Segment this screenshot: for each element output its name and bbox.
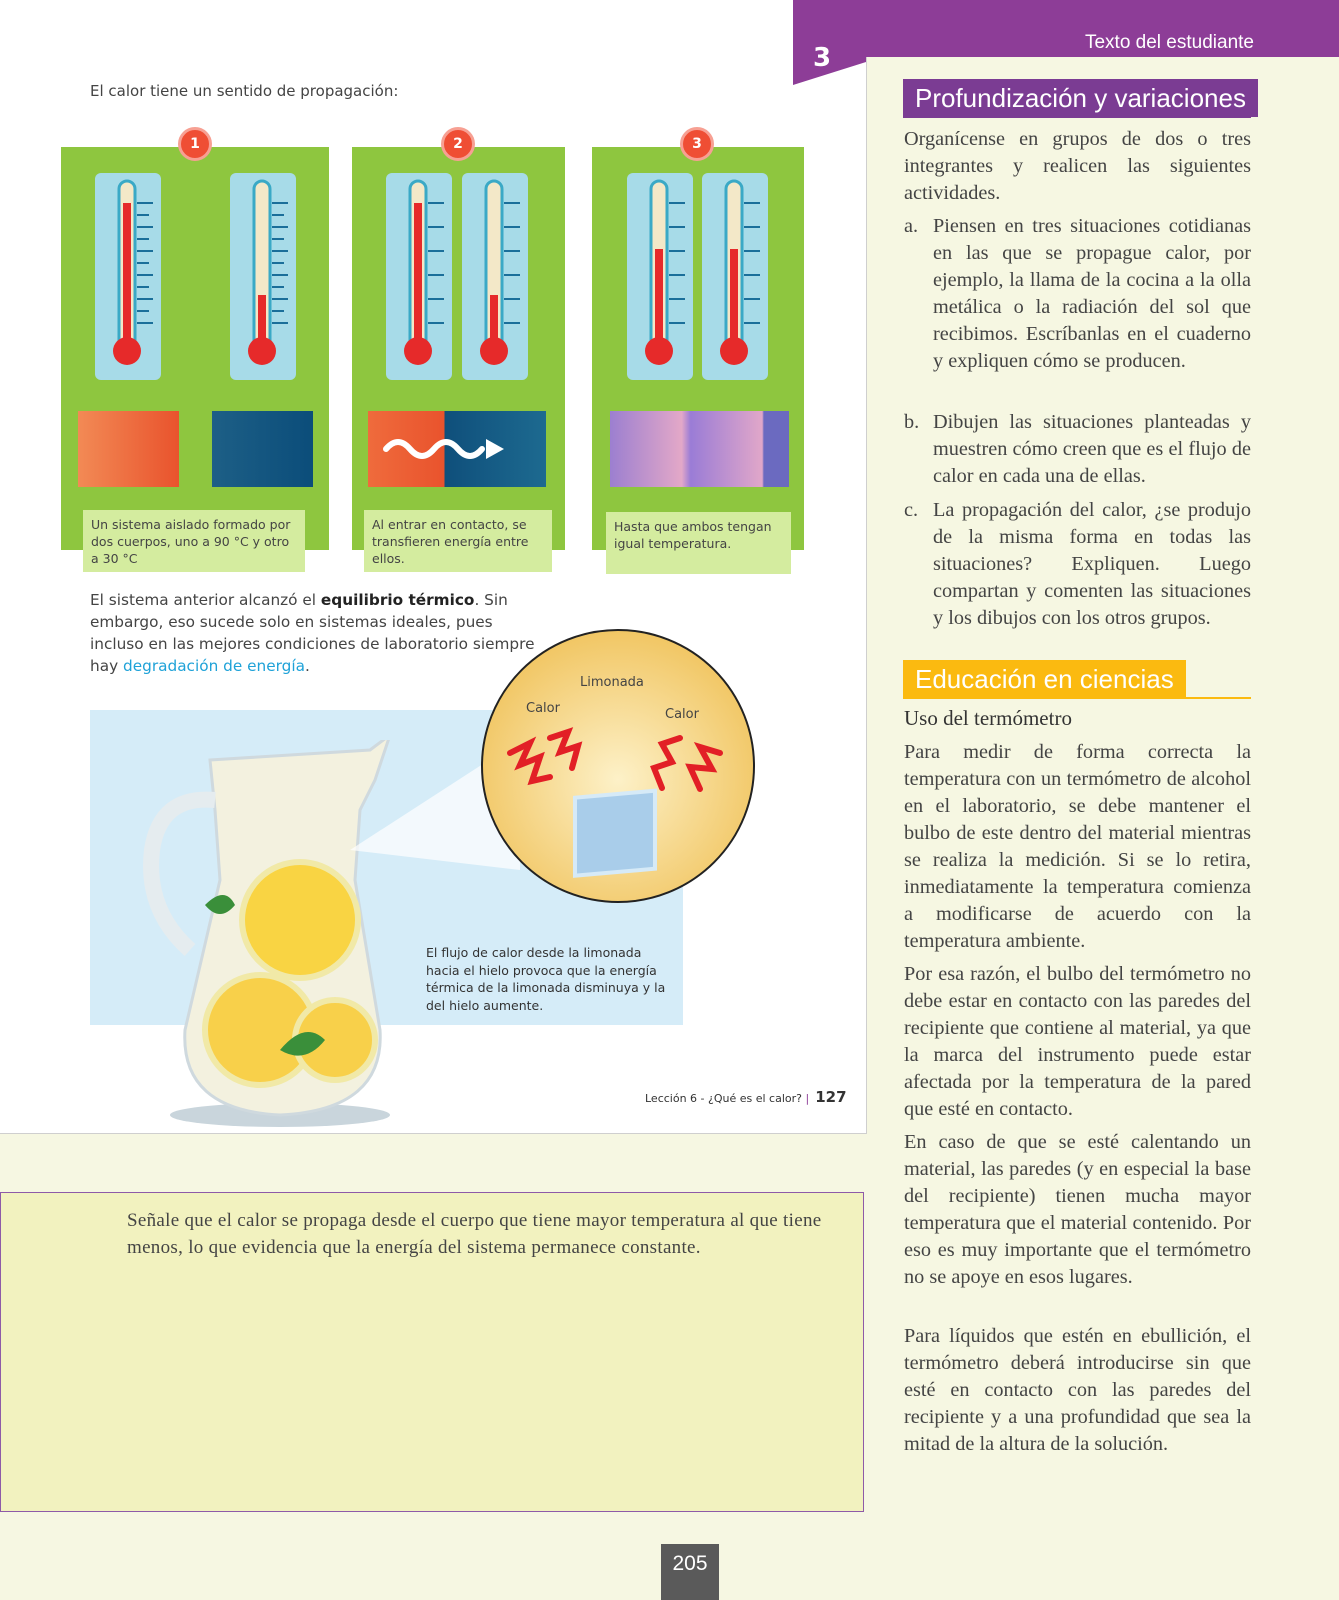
zoom-label-calor-left: Calor <box>526 701 560 716</box>
thermometer-hot <box>95 173 161 380</box>
zoom-circle <box>480 628 756 904</box>
thermometer-cold <box>230 173 296 380</box>
textbook-page <box>0 0 867 1134</box>
thermometer-equal-1 <box>627 173 693 380</box>
chapter-number: 3 <box>813 43 832 73</box>
section-title-profundizacion: Profundización y variaciones <box>903 79 1258 117</box>
zoom-label-calor-right: Calor <box>665 707 699 722</box>
activity-a: a. Piensen en tres situaciones cotidianas en las que se propague calor, por ejemplo, la llama de la cocina a la olla metálica o la radiación del sol que recibimos. Escríbanlas en el cuaderno y expliquen cómo se producen. <box>904 215 1251 372</box>
activity-b: b. Dibujen las situaciones planteadas y muestren cómo creen que es el flujo de calor en cada una de ellas. <box>904 411 1251 487</box>
section-underline-yellow <box>903 697 1251 699</box>
lesson-title: Lección 6 - ¿Qué es el calor? <box>645 1092 802 1105</box>
jug-caption: El flujo de calor desde la limonada hacia el hielo provoca que la energía térmica de la limonada disminuya y la del hielo aumente. <box>426 945 666 1013</box>
thermometer-hot-2 <box>386 173 452 380</box>
panel-3-badge: 3 <box>680 127 714 161</box>
thermometer-cold-2 <box>462 173 528 380</box>
equilibrium-term: equilibrio térmico <box>320 591 475 609</box>
page-number: 205 <box>661 1544 719 1600</box>
educacion-paragraph-4: Para líquidos que estén en ebullición, el termómetro deberá introducirse sin que esté en contacto con las paredes del recipiente y a una profundidad que sea la mitad de la altura de la solución. <box>904 1325 1251 1455</box>
panel-2-caption: Al entrar en contacto, se transfieren energía entre ellos. <box>364 510 552 572</box>
section-title-educacion: Educación en ciencias <box>903 660 1186 698</box>
thermometer-equal-2 <box>702 173 768 380</box>
panel-2 <box>352 147 565 550</box>
activity-c: c. La propagación del calor, ¿se produjo de la misma forma en todas las situaciones? Expliquen. Luego compartan y comenten las situaciones y los dibujos con los otros grupos. <box>904 499 1251 629</box>
educacion-paragraph-1: Para medir de forma correcta la temperatura con un termómetro de alcohol en el laboratorio, se debe mantener el bulbo de este dentro del material mientras se realiza la medición. Si se lo retira, inmediatamente la temperatura comienza a modificarse de acuerdo con la temperatura ambiente. <box>904 741 1251 952</box>
hot-block <box>78 411 179 487</box>
educacion-paragraph-3: En caso de que se esté calentando un material, las paredes (y en especial la base del recipiente) tienen mucha mayor temperatura que el material contenido. Por eso es muy importante que el termómetro no se apoye en esos lugares. <box>904 1131 1251 1288</box>
panel-2-badge: 2 <box>441 127 475 161</box>
chapter-tab <box>793 0 866 85</box>
header-title: Texto del estudiante <box>1084 32 1254 53</box>
header-bar <box>864 0 1339 57</box>
teacher-note: Señale que el calor se propaga desde el cuerpo que tiene mayor temperatura al que tiene menos, lo que evidencia que la energía del sistema permanece constante. <box>127 1210 822 1258</box>
section-underline <box>903 116 1251 118</box>
book-page-number: 127 <box>815 1088 847 1106</box>
panel-1-badge: 1 <box>178 127 212 161</box>
panel-3-caption: Hasta que ambos tengan igual temperatura. <box>606 512 791 574</box>
subsection-title: Uso del termómetro <box>904 706 1072 730</box>
contact-blocks <box>368 411 546 487</box>
intro-text: El calor tiene un sentido de propagación: <box>90 82 399 100</box>
panel-1-caption: Un sistema aislado formado por dos cuerpos, uno a 90 °C y otro a 30 °C <box>83 510 305 572</box>
profundizacion-intro: Organícense en grupos de dos o tres integrantes y realicen las siguientes actividades. <box>904 128 1251 204</box>
energy-degradation-link[interactable]: degradación de energía <box>122 657 305 675</box>
zoom-label-limonada: Limonada <box>580 675 644 690</box>
heat-flow-arrow-icon <box>368 411 546 487</box>
book-footer: Lección 6 - ¿Qué es el calor? | 127 <box>645 1088 847 1106</box>
educacion-paragraph-2: Por esa razón, el bulbo del termómetro no debe estar en contacto con las paredes del recipiente que contiene al material, ya que la marca del instrumento puede estar afectada por la temperatura de la pared que esté en contacto. <box>904 963 1251 1120</box>
equilibrium-paragraph: El sistema anterior alcanzó el equilibrio térmico. Sin embargo, eso sucede solo en sistemas ideales, pues incluso en las mejores condiciones de laboratorio siempre hay degradación de energía. <box>90 591 535 675</box>
panel-3 <box>592 147 804 550</box>
equal-blocks <box>610 411 789 487</box>
cold-block <box>212 411 313 487</box>
